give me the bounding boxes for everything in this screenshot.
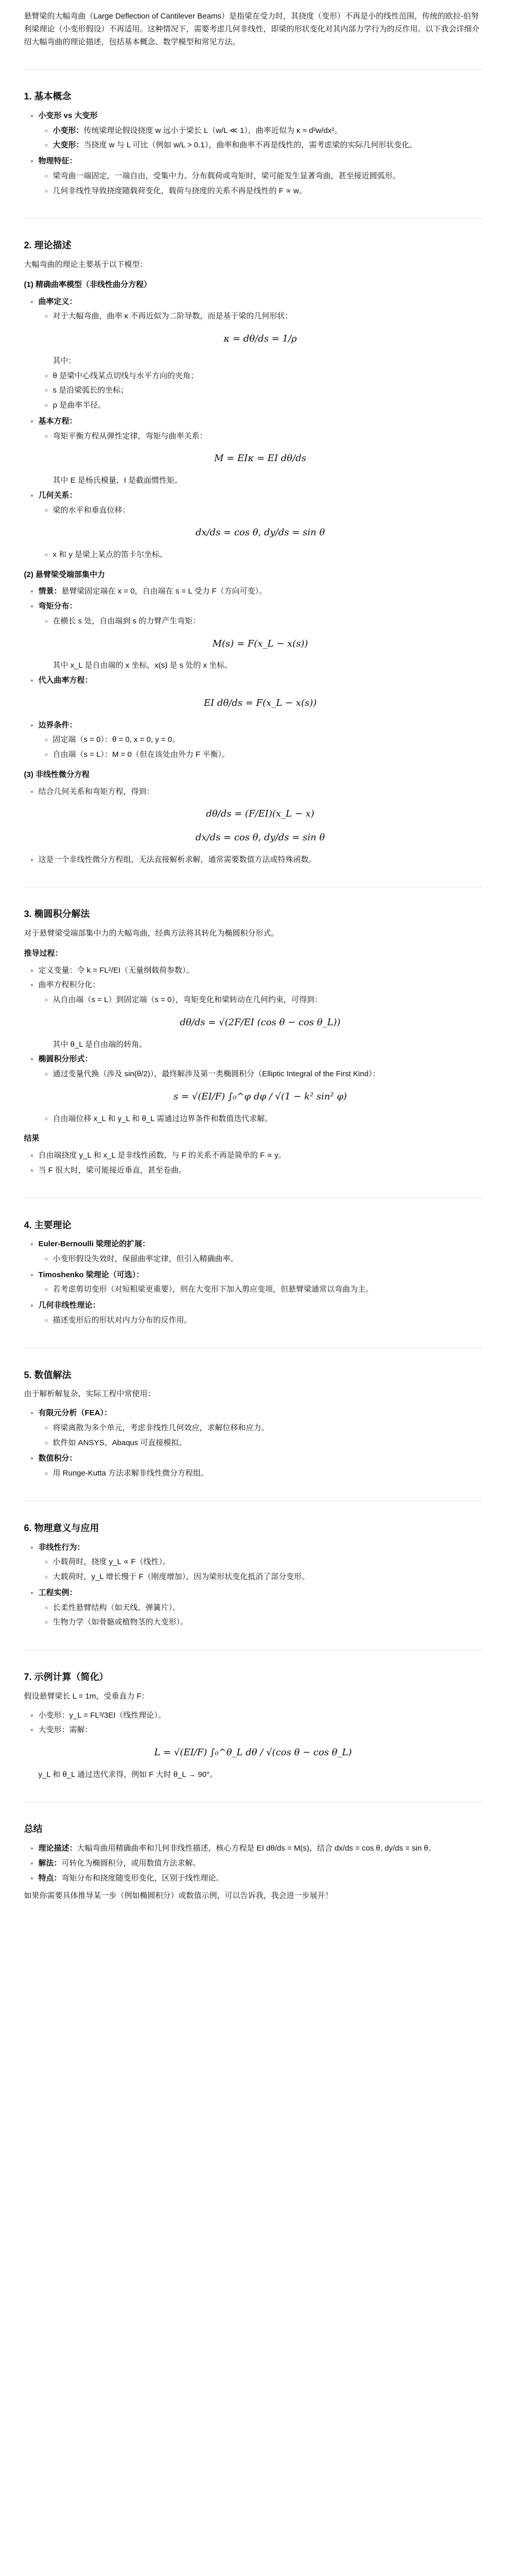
list-item	[39, 585, 482, 598]
list-item: • 小变形：y_L = FL³/3EI（线性理论）。	[39, 1709, 482, 1722]
label: 非线性行为：	[38, 1543, 85, 1552]
list-item: ◦ 描述变形后的形状对内力分布的反作用。	[53, 1314, 482, 1327]
text: 当挠度 w 与 L 可比（例如 w/L > 0.1），曲率和曲率不再是线性的，需考虑梁的实际几何形状变化。	[83, 141, 417, 150]
label: Timoshenko 梁理论（可选）：	[38, 1270, 144, 1279]
list-item: ◦ x 和 y 是梁上某点的笛卡尔坐标。	[53, 549, 482, 562]
label: 弯矩分布：	[38, 602, 77, 611]
equation: M = EIκ = EI dθ/ds	[214, 453, 306, 464]
section-list	[24, 1407, 482, 1480]
list-item	[39, 1452, 482, 1480]
list-item	[39, 600, 482, 672]
nested-list	[39, 1253, 482, 1266]
nested-list	[39, 1283, 482, 1296]
text: 可转化为椭圆积分，或用数值方法求解。	[61, 1858, 201, 1868]
nested-list	[39, 1068, 482, 1081]
list-item: ◦ 几何非线性导致挠度随载荷变化，载荷与挠度的关系不再是线性的 F ∝ w。	[53, 185, 482, 198]
list-item: ◦ 梁的水平和垂直位移：	[53, 504, 482, 517]
closing-paragraph: 如果你需要具体推导某一步（例如椭圆积分）或数值示例，可以告诉我，我会进一步展开！	[24, 1891, 333, 1901]
section-title: 总结	[24, 1824, 43, 1835]
list-item: ◦ 自由端（s = L）：M = 0（但在该处由外力 F 平衡）。	[53, 749, 482, 761]
label: 基本方程：	[38, 416, 77, 426]
equation: M(s) = F(x_L − x(s))	[212, 638, 308, 649]
nested-list	[39, 504, 482, 517]
label: 工程实例：	[38, 1588, 77, 1597]
text: 悬臂梁固定端在 x = 0，自由端在 s = L 受力 F（方向可变）。	[61, 587, 267, 596]
subsection-title: (3) 非线性微分方程	[24, 770, 90, 779]
list-item: ◦ 对于大幅弯曲，曲率 κ 不再近似为二阶导数，而是基于梁的几何形状：	[53, 310, 482, 323]
section-list	[24, 1541, 482, 1630]
list-item: • 定义变量：令 k = FL²/EI（无量纲载荷参数）。	[39, 964, 482, 977]
subsection-title: (2) 悬臂梁受端部集中力	[24, 570, 106, 579]
section-list	[24, 1149, 482, 1177]
list-item	[39, 1238, 482, 1266]
paragraph: 假设悬臂梁长 L = 1m，受垂直力 F：	[24, 1691, 149, 1701]
list-item	[39, 1407, 482, 1449]
list-item: • 自由端挠度 y_L 和 x_L 是非线性函数，与 F 的关系不再是简单的 F ∝ y。	[39, 1149, 482, 1162]
section-list	[24, 1238, 482, 1327]
section-list	[24, 1709, 482, 1737]
list-item: ◦ 若考虑剪切变形（对短粗梁更重要），则在大变形下加入剪应变项，但悬臂梁通常以弯曲为主。	[53, 1283, 482, 1296]
list-item	[39, 1857, 482, 1870]
list-item: ◦ 长柔性悬臂结构（如天线、弹簧片）。	[53, 1602, 482, 1615]
equation: s = √(EI/F) ∫₀^φ dφ / √(1 − k² sin² φ)	[173, 1091, 347, 1102]
list-item	[39, 1269, 482, 1297]
list-item: ◦ θ 是梁中心线某点切线与水平方向的夹角；	[53, 370, 482, 383]
text: 曲率方程积分化：	[38, 980, 100, 990]
list-item: ◦ 从自由端（s = L）到固定端（s = 0），弯矩变化和梁转动在几何约束，可得到：	[53, 994, 482, 1007]
paragraph: 对于悬臂梁受端部集中力的大幅弯曲，经典方法将其转化为椭圆积分形式。	[24, 929, 279, 938]
list-item	[39, 415, 482, 487]
text: 传统梁理论假设挠度 w 远小于梁长 L（w/L ≪ 1），曲率近似为 κ ≈ d²w/dx²。	[83, 126, 342, 135]
list-item	[39, 1299, 482, 1327]
section-list	[24, 1842, 482, 1885]
list-item	[53, 125, 482, 138]
list-item: ◦ s 是沿梁弧长的坐标；	[53, 384, 482, 397]
list-item	[39, 786, 482, 845]
list-item: ◦ 软件如 ANSYS、Abaqus 可直接模拟。	[53, 1437, 482, 1450]
nested-list	[39, 994, 482, 1007]
list-item: • 这是一个非线性微分方程组，无法直接解析求解，通常需要数值方法或特殊函数。	[39, 854, 482, 867]
section-title: 6. 物理意义与应用	[24, 1522, 99, 1533]
equation: L = √(EI/F) ∫₀^θ_L dθ / √(cos θ − cos θ_L)	[154, 1747, 352, 1758]
list-item: ◦ 固定端（s = 0）：θ = 0, x = 0, y = 0。	[53, 734, 482, 747]
divider	[24, 69, 482, 70]
equation: dx/ds = cos θ, dy/ds = sin θ	[195, 527, 325, 538]
list-item: ◦ 将梁离散为多个单元，考虑非线性几何效应，求解位移和应力。	[53, 1422, 482, 1435]
list-item: • 大变形：需解：	[39, 1724, 482, 1737]
paragraph: 大幅弯曲的理论主要基于以下模型：	[24, 260, 148, 269]
equation: dθ/ds = √(2F/EI (cos θ − cos θ_L))	[180, 1016, 341, 1028]
list-item	[39, 1541, 482, 1584]
label: 曲率定义：	[38, 297, 77, 306]
nested-list	[39, 734, 482, 761]
equation: κ = dθ/ds = 1/ρ	[223, 333, 297, 345]
list-item	[39, 110, 482, 152]
nested-list	[39, 1602, 482, 1630]
list-item	[39, 1872, 482, 1885]
section-list	[24, 964, 482, 1126]
list-item	[39, 1842, 482, 1855]
label: 解法：	[38, 1858, 62, 1868]
label: 代入曲率方程：	[38, 676, 93, 685]
nested-list	[39, 1467, 482, 1480]
nested-list	[39, 1422, 482, 1450]
subsection-title: 推导过程：	[24, 948, 63, 958]
label: 小变形：	[53, 126, 84, 135]
paragraph: y_L 和 θ_L 通过迭代求得，例如 F 大时 θ_L → 90°。	[38, 1770, 218, 1779]
equation: EI dθ/ds = F(x_L − x(s))	[203, 697, 317, 708]
list-item	[39, 1587, 482, 1629]
subheading: 物理特征：	[38, 157, 77, 166]
nested-list	[39, 1314, 482, 1327]
list-item: ◦ 用 Runge-Kutta 方法求解非线性微分方程组。	[53, 1467, 482, 1480]
label: 边界条件：	[38, 720, 77, 730]
section-list	[24, 585, 482, 761]
equation: dx/ds = cos θ, dy/ds = sin θ	[195, 832, 325, 843]
list-item	[39, 719, 482, 761]
list-item: ◦ 弯矩平衡方程从弹性定律，弯矩与曲率关系：	[53, 430, 482, 443]
label: 几何关系：	[38, 490, 77, 500]
section-list	[24, 110, 482, 198]
text: 弯矩分布和挠度随变形变化，区别于线性理论。	[61, 1873, 224, 1883]
label: 几何非线性理论：	[38, 1301, 100, 1310]
list-item: ◦ 在横长 s 处，自由端到 s 的力臂产生弯矩：	[53, 615, 482, 628]
list-item: ◦ 通过变量代换（涉及 sin(θ/2)），最终解涉及第一类椭圆积分（Elliptic Integral of the First Kind）：	[53, 1068, 482, 1081]
label: 有限元分析（FEA）：	[38, 1409, 112, 1418]
nested-list	[39, 310, 482, 323]
label: 椭圆积分形式：	[38, 1055, 93, 1064]
label: 大变形：	[53, 141, 84, 150]
nested-list	[39, 1113, 482, 1126]
list-item: ◦ 大载荷时，y_L 增长慢于 F（刚度增加），因为梁形状变化抵消了部分变形。	[53, 1571, 482, 1584]
section-title: 5. 数值解法	[24, 1369, 72, 1380]
nested-list	[39, 430, 482, 443]
nested-list	[39, 1556, 482, 1584]
section-list	[24, 296, 482, 562]
list-item	[53, 139, 482, 152]
list-item	[39, 489, 482, 562]
label: 数值积分：	[38, 1454, 77, 1463]
assistant-response	[24, 0, 482, 1903]
label: 情景：	[38, 587, 62, 596]
nested-list	[39, 370, 482, 412]
equation: dθ/ds = (F/EI)(x_L − x)	[206, 808, 315, 820]
list-item	[39, 674, 482, 710]
nested-list	[39, 125, 482, 152]
list-item	[39, 979, 482, 1051]
paragraph: 由于解析解复杂，实际工程中常使用：	[24, 1389, 155, 1399]
section-title: 2. 理论描述	[24, 240, 72, 251]
intro-paragraph: 悬臂梁的大幅弯曲（Large Deflection of Cantilever Beams）是指梁在受力时，其挠度（变形）不再是小的线性范围，传统的欧拉-伯努利梁理论（小变形假设）不再适用。这种情况下，需要考虑几何非线性，即梁的形状变化对其内部力学行为的反作用。以下我会详细介绍大幅弯曲的理论描述，包括基本概念、数学模型和常见方法。	[24, 12, 480, 46]
list-item: ◦ 自由端位移 x_L 和 y_L 和 θ_L 需通过边界条件和数值迭代求解。	[53, 1113, 482, 1126]
list-item	[39, 1053, 482, 1125]
list-item: ◦ 生物力学（如骨骼或植物茎的大变形）。	[53, 1616, 482, 1629]
section-title: 1. 基本概念	[24, 91, 72, 102]
subsection-title: (1) 精确曲率模型（非线性曲分方程）	[24, 280, 152, 289]
section-list	[24, 786, 482, 867]
list-item: • 当 F 很大时，梁可能接近垂直，甚至卷曲。	[39, 1164, 482, 1177]
subsection-title: 结果	[24, 1134, 40, 1143]
section-title: 7. 示例计算（简化）	[24, 1672, 109, 1683]
paragraph: 其中 E 是杨氏模量，I 是截面惯性矩。	[53, 476, 183, 485]
nested-list	[39, 549, 482, 562]
list-item: ◦ 小变形假设失效时，保留曲率定律，但引入精确曲率。	[53, 1253, 482, 1266]
list-item: ◦ 小载荷时，挠度 y_L ∝ F（线性）。	[53, 1556, 482, 1569]
list-item: ◦ ρ 是曲率半径。	[53, 399, 482, 412]
label: 特点：	[38, 1873, 62, 1883]
text: 结合几何关系和弯矩方程，得到：	[38, 787, 154, 796]
list-item: ◦ 梁弯曲一端固定，一端自由，受集中力、分布载荷或弯矩时，梁可能发生显著弯曲，甚至接近圆弧形。	[53, 170, 482, 183]
label: 理论描述：	[38, 1844, 77, 1853]
subheading: 小变形 vs 大变形	[38, 111, 98, 120]
paragraph: 其中 θ_L 是自由端的转角。	[53, 1040, 147, 1049]
label: Euler-Bernoulli 梁理论的扩展：	[38, 1240, 150, 1249]
nested-list	[39, 615, 482, 628]
paragraph: 其中 x_L 是自由端的 x 坐标，x(s) 是 s 处的 x 坐标。	[53, 661, 233, 670]
section-title: 3. 椭圆积分解法	[24, 909, 90, 920]
paragraph: 其中：	[53, 356, 76, 365]
nested-list	[39, 170, 482, 198]
section-title: 4. 主要理论	[24, 1219, 72, 1230]
list-item	[39, 296, 482, 412]
list-item	[39, 155, 482, 197]
text: 大幅弯曲用精确曲率和几何非线性描述，核心方程是 EI dθ/ds = M(s)，结合 dx/ds = cos θ, dy/ds = sin θ。	[77, 1844, 436, 1853]
